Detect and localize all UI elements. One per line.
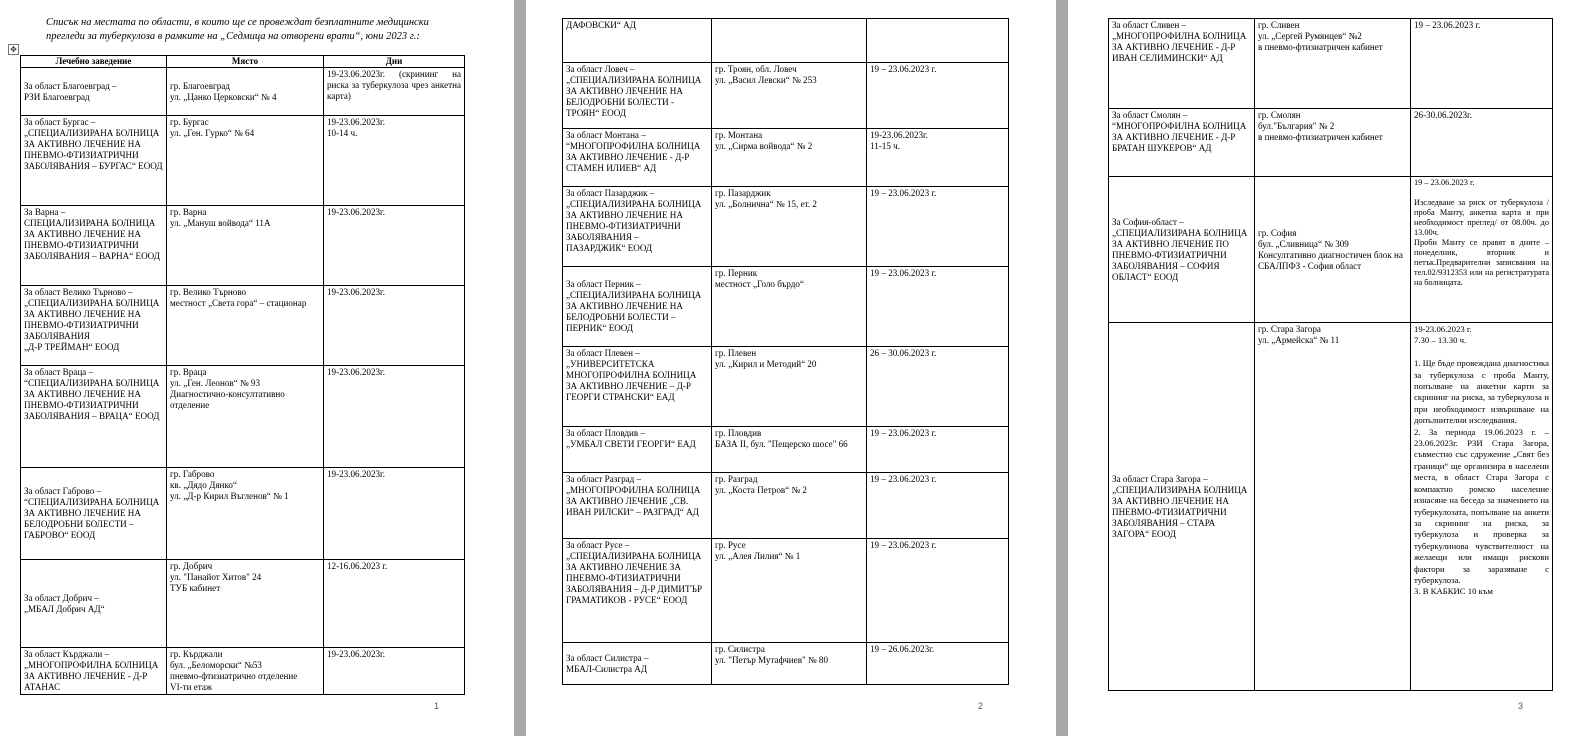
table-row <box>563 63 1009 129</box>
table-row <box>563 129 1009 187</box>
cell-place: гр. Разград ул. „Коста Петров“ № 2 <box>712 473 867 539</box>
cell-institution: За област Пловдив – „УМБАЛ СВЕТИ ГЕОРГИ“ ЕАД <box>563 427 712 473</box>
cell-days: 12-16.06.2023 г. <box>324 560 465 648</box>
cell-institution: За област Габрово – “СПЕЦИАЛИЗИРАНА БОЛНИЦА ЗА АКТИВНО ЛЕЧЕНИЕ НА БЕЛОДРОБНИ БОЛЕСТИ – ГАБРОВО“ ЕООД <box>21 468 167 560</box>
cell-days: 19 – 26.06.2023г. <box>867 643 1009 685</box>
cell-institution: За област Плевен – „УНИВЕРСИТЕТСКА МНОГОПРОФИЛНА БОЛНИЦА ЗА АКТИВНО ЛЕЧЕНИЕ – Д-Р ГЕОРГИ СТРАНСКИ“ ЕАД <box>563 347 712 427</box>
document-page-3 <box>1068 0 1584 736</box>
table-row <box>563 347 1009 427</box>
cell-place: гр. Кърджали бул. „Беломорски“ №53 пневмо-фтизиатрично отделение VI-ти етаж <box>167 648 324 695</box>
cell-days: 19-23.06.2023г. 10-14 ч. <box>324 116 465 206</box>
cell-institution: За Варна – СПЕЦИАЛИЗИРАНА БОЛНИЦА ЗА АКТИВНО ЛЕЧЕНИЕ НА ПНЕВМО-ФТИЗИАТРИЧНИ ЗАБОЛЯВАНИЯ – ВАРНА“ ЕООД <box>21 206 167 286</box>
cell-place: гр. Монтана ул. „Сирма войвода“ № 2 <box>712 129 867 187</box>
cell-place: гр. Добрич ул. "Панайот Хитов" 24 ТУБ кабинет <box>167 560 324 648</box>
locations-table-page-1 <box>20 55 465 695</box>
cell-place: гр. Сливен ул. „Сергей Румянцев“ №2 в пневмо-фтизиатричен кабинет <box>1255 19 1411 109</box>
cell-days: 19-23.06.2023г. <box>324 648 465 695</box>
cell-days <box>867 19 1009 63</box>
table-row <box>563 187 1009 267</box>
cell-days: 19 – 23.06.2023 г. <box>867 63 1009 129</box>
cell-days: 19 – 23.06.2023 г. Изследване за риск от туберкулоза /проба Манту, анкетна карта и при необходимост преглед/ от 08.00ч. до 13.00ч. Проби Манту се правят в дните – понеделник, вторник и петък.Предварителни записвания на тел.02/9312353 или на регистратурата на болницата. <box>1411 177 1553 323</box>
table-row <box>21 286 465 366</box>
cell-days: 19 – 23.06.2023 г. <box>867 187 1009 267</box>
document-page-1 <box>0 0 514 736</box>
cell-institution: За област Добрич – „МБАЛ Добрич АД“ <box>21 560 167 648</box>
cell-place: гр. Бургас ул. „Ген. Гурко“ № 64 <box>167 116 324 206</box>
cell-institution: За област Велико Търново – „СПЕЦИАЛИЗИРАНА БОЛНИЦА ЗА АКТИВНО ЛЕЧЕНИЕ НА ПНЕВМО-ФТИЗИАТРИЧНИ ЗАБОЛЯВАНИЯ „Д-Р ТРЕЙМАН“ ЕООД <box>21 286 167 366</box>
cell-days: 19 – 23.06.2023 г. <box>867 473 1009 539</box>
cell-place: гр. София бул. „Сливница“ № 309 Консултативно диагностичен блок на СБАЛПФЗ - София област <box>1255 177 1411 323</box>
cell-place: гр. Велико Търново местност „Света гора“ – стационар <box>167 286 324 366</box>
cell-place: гр. Перник местност „Голо бърдо“ <box>712 267 867 347</box>
table-row <box>1109 177 1553 323</box>
table-row <box>563 427 1009 473</box>
table-row <box>1109 19 1553 109</box>
cell-institution: За област Разград – „МНОГОПРОФИЛНА БОЛНИЦА ЗА АКТИВНО ЛЕЧЕНИЕ „СВ. ИВАН РИЛСКИ“ – РАЗГРАД“ АД <box>563 473 712 539</box>
cell-place: гр. Смолян бул."България" № 2 в пневмо-фтизиатричен кабинет <box>1255 109 1411 177</box>
cell-days: 26 – 30.06.2023 г. <box>867 347 1009 427</box>
cell-place: гр. Стара Загора ул. „Армейска“ № 11 <box>1255 323 1411 691</box>
cell-institution: За област Монтана – “МНОГОПРОФИЛНА БОЛНИЦА ЗА АКТИВНО ЛЕЧЕНИЕ - Д-Р СТАМЕН ИЛИЕВ“ АД <box>563 129 712 187</box>
table-header-row <box>21 56 465 68</box>
cell-days: 19-23.06.2023г. 11-15 ч. <box>867 129 1009 187</box>
cell-institution: За област Бургас – „СПЕЦИАЛИЗИРАНА БОЛНИЦА ЗА АКТИВНО ЛЕЧЕНИЕ НА ПНЕВМО-ФТИЗИАТРИЧНИ ЗАБОЛЯВАНИЯ – БУРГАС“ ЕООД <box>21 116 167 206</box>
cell-place: гр. Благоевград ул. „Цанко Церковски“ № 4 <box>167 68 324 116</box>
cell-place: гр. Враца ул. „Ген. Леонов“ № 93 Диагностично-консултативно отделение <box>167 366 324 468</box>
cell-institution: За област Силистра – МБАЛ-Силистра АД <box>563 643 712 685</box>
cell-institution: За област Перник – „СПЕЦИАЛИЗИРАНА БОЛНИЦА ЗА АКТИВНО ЛЕЧЕНИЕ НА БЕЛОДРОБНИ БОЛЕСТИ – ПЕРНИК“ ЕООД <box>563 267 712 347</box>
cell-place: гр. Троян, обл. Ловеч ул. „Васил Левски“ № 253 <box>712 63 867 129</box>
cell-days: 19-23.06.2023г. <box>324 468 465 560</box>
header-place: Място <box>167 56 324 68</box>
cell-institution: За София-област – „СПЕЦИАЛИЗИРАНА БОЛНИЦА ЗА АКТИВНО ЛЕЧЕНИЕ ПО ПНЕВМО-ФТИЗИАТРИЧНИ ЗАБОЛЯВАНИЯ – СОФИЯ ОБЛАСТ“ ЕООД <box>1109 177 1255 323</box>
page-number: 3 <box>1518 701 1524 711</box>
cell-days: 26-30.06.2023г. <box>1411 109 1553 177</box>
cell-days: 19-23.06.2023г. (скрининг на риска за туберкулоза чрез анкетна карта) <box>324 68 465 116</box>
document-page-2 <box>526 0 1056 736</box>
cell-institution: За област Смолян – “МНОГОПРОФИЛНА БОЛНИЦА ЗА АКТИВНО ЛЕЧЕНИЕ - Д-Р БРАТАН ШУКЕРОВ“ АД <box>1109 109 1255 177</box>
table-row <box>21 116 465 206</box>
cell-institution: За област Пазарджик – „СПЕЦИАЛИЗИРАНА БОЛНИЦА ЗА АКТИВНО ЛЕЧЕНИЕ НА ПНЕВМО-ФТИЗИАТРИЧНИ ЗАБОЛЯВАНИЯ – ПАЗАРДЖИК“ ЕООД <box>563 187 712 267</box>
cell-place: гр. Плевен ул. „Кирил и Методий“ 20 <box>712 347 867 427</box>
cell-institution: За област Благоевград – РЗИ Благоевград <box>21 68 167 116</box>
cell-place: гр. Силистра ул. "Петър Мутафчиев" № 80 <box>712 643 867 685</box>
cell-institution: За област Русе – „СПЕЦИАЛИЗИРАНА БОЛНИЦА ЗА АКТИВНО ЛЕЧЕНИЕ ЗА ПНЕВМО-ФТИЗИАТРИЧНИ ЗАБОЛЯВАНИЯ – Д-Р ДИМИТЪР ГРАМАТИКОВ - РУСЕ“ ЕООД <box>563 539 712 643</box>
page-number: 1 <box>434 701 440 711</box>
cell-place: гр. Пловдив БАЗА II, бул. "Пещерско шосе" 66 <box>712 427 867 473</box>
table-move-handle-icon[interactable]: ✥ <box>8 44 19 55</box>
cell-days: 19-23.06.2023г. <box>324 286 465 366</box>
cell-days: 19 – 23.06.2023 г. <box>867 267 1009 347</box>
table-row <box>21 206 465 286</box>
cell-place: гр. Пазарджик ул. „Болнична“ № 15, ет. 2 <box>712 187 867 267</box>
header-days: Дни <box>324 56 465 68</box>
cell-days: 19-23.06.2023г. <box>324 206 465 286</box>
table-row <box>1109 323 1553 691</box>
cell-days: 19-23.06.2023 г. 7.30 – 13.30 ч. 1. Ще бъде провеждана диагностика за туберкулоза с проба Манту, попълване на анкетни карти за скрининг на риска, за туберкулоза и при необходимост извършване на допълнителни изследвания. 2. За периода 19.06.2023 г. – 23.06.2023г. РЗИ Стара Загора, съвместно със сдружение „Свят без граници“ ще организира в населени места, в област Стара Загора с компактно ромско население изнасяне на беседа за значението на туберкулозата, попълване на анкети за скрининг на риска, за туберкулоза и проверка за туберкулинова чувствителност на желаещи или имащи рискови фактори за заразяване с туберкулоза. 3. В КАБКИС 10 към <box>1411 323 1553 691</box>
cell-institution: За област Ловеч – „СПЕЦИАЛИЗИРАНА БОЛНИЦА ЗА АКТИВНО ЛЕЧЕНИЕ НА БЕЛОДРОБНИ БОЛЕСТИ - ТРОЯН“ ЕООД <box>563 63 712 129</box>
table-row <box>21 68 465 116</box>
header-institution: Лечебно заведение <box>21 56 167 68</box>
cell-days: 19 – 23.06.2023 г. <box>867 427 1009 473</box>
cell-days: 19 – 23.06.2023 г. <box>867 539 1009 643</box>
cell-institution: За област Сливен – „МНОГОПРОФИЛНА БОЛНИЦА ЗА АКТИВНО ЛЕЧЕНИЕ - Д-Р ИВАН СЕЛИМИНСКИ“ АД <box>1109 19 1255 109</box>
page-number: 2 <box>978 701 984 711</box>
cell-institution: За област Враца – “СПЕЦИАЛИЗИРАНА БОЛНИЦА ЗА АКТИВНО ЛЕЧЕНИЕ НА ПНЕВМО-ФТИЗИАТРИЧНИ ЗАБОЛЯВАНИЯ – ВРАЦА“ ЕООД <box>21 366 167 468</box>
cell-place: гр. Габрово кв. „Дядо Дянко“ ул. „Д-р Кирил Въгленов“ № 1 <box>167 468 324 560</box>
cell-place <box>712 19 867 63</box>
cell-place: гр. Варна ул. „Мануш войвода“ 11А <box>167 206 324 286</box>
table-row <box>563 643 1009 685</box>
table-row <box>563 539 1009 643</box>
cell-institution: ДАФОВСКИ“ АД <box>563 19 712 63</box>
table-row <box>21 366 465 468</box>
cell-institution: За област Стара Загора – „СПЕЦИАЛИЗИРАНА БОЛНИЦА ЗА АКТИВНО ЛЕЧЕНИЕ НА ПНЕВМО-ФТИЗИАТРИЧНИ ЗАБОЛЯВАНИЯ – СТАРА ЗАГОРА“ ЕООД <box>1109 323 1255 691</box>
table-row <box>21 560 465 648</box>
table-row <box>563 267 1009 347</box>
cell-days: 19 – 23.06.2023 г. <box>1411 19 1553 109</box>
locations-table-page-2 <box>562 18 1009 685</box>
table-row <box>21 648 465 695</box>
cell-days: 19-23.06.2023г. <box>324 366 465 468</box>
table-row <box>563 19 1009 63</box>
cell-place: гр. Русе ул. „Алея Лилия“ № 1 <box>712 539 867 643</box>
table-row <box>1109 109 1553 177</box>
cell-institution: За област Кърджали – „МНОГОПРОФИЛНА БОЛНИЦА ЗА АКТИВНО ЛЕЧЕНИЕ - Д-Р АТАНАС <box>21 648 167 695</box>
table-row <box>563 473 1009 539</box>
document-title: Списък на местата по области, в които ще се провеждат безплатните медицински прегледи за туберкулоза в рамките на „Седмица на отворени врати“, юни 2023 г.: <box>46 17 429 42</box>
locations-table-page-3 <box>1108 18 1553 691</box>
table-row <box>21 468 465 560</box>
